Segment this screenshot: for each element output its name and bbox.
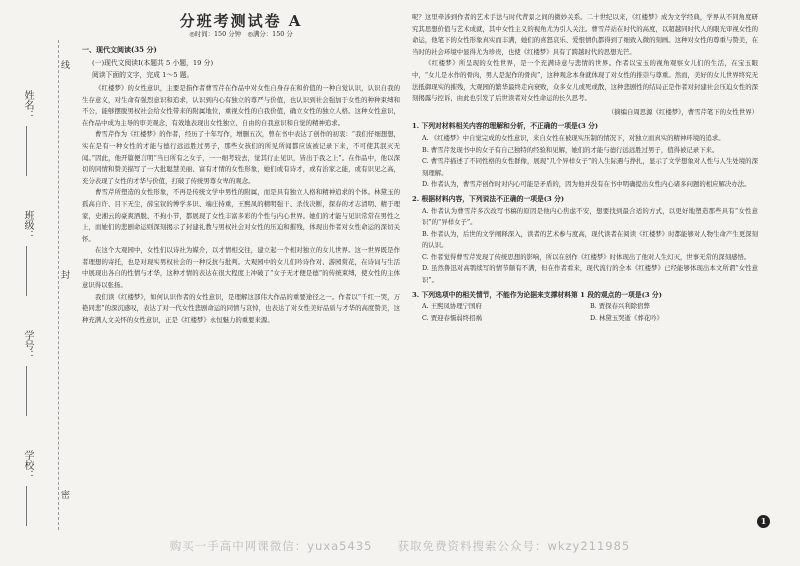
reading-instruction: 阅读下面的文字，完成 1～5 题。 [92, 71, 194, 80]
name-line [26, 126, 27, 176]
seal-mark-secret: 密 [59, 490, 69, 499]
watermark-footer: 购买一手高中网课微信：yuxa5435 获取免费资料搜索公众号：wkzy211985 [169, 539, 631, 553]
student-id-line [26, 366, 27, 416]
class-line [26, 246, 27, 296]
passage-paragraph: 曹雪芹作为《红楼梦》的作者，经历了十年写作，增删五次，曾在书中表达了创作的初衷：“我们仔细想想，实在是有一种女性的才能与德行远远胜过男子，那些女孩们的所见所闻都应该被记录下来，不可使其泯灭无闻。”因此，他开篇便言明“当日所有之女子，一一细考较去，觉其行止见识，皆出于我之上”。在作品中，他以深切的同情和赞美描写了一大批聪慧美丽、富有才情的女性形象，她们或有诗才，或有治家之能，或有识见之高，充分表现了女性的才华与价值，打破了传统男尊女卑的观念。 [82, 130, 400, 185]
passage-source: （摘编自周思源《红楼梦》，曹雪芹笔下的女性世界） [607, 107, 758, 116]
question-option: A. 《红楼梦》中自觉完成的女性意识，来自女性在被现实压制的情况下，对独立而真实的精神环境的追求。 [422, 133, 725, 142]
passage-paragraph: 《红楼梦》所呈现的女性世界，是一个充满诗意与悲情的世界。作者以宝玉的视角观察女儿们的生活，在宝玉眼中，“女儿是水作的骨肉，男人是泥作的骨肉”，这种观念本身就体现了对女性的推崇与尊重。然而，美好的女儿世界终究无法抵御现实的摧残，大观园的繁华最终走向衰败，众多女儿或死或散，这种悲剧性的结局正是作者对封建社会压迫女性的深刻揭露与控诉，由此也引发了后世读者对女性命运的长久思考。 [412, 59, 758, 103]
question-options-row [422, 301, 758, 313]
question-option: A. 王熙凤协理宁国府 [422, 302, 482, 311]
binding-dashed-line [58, 40, 59, 530]
question-stem: 3. 下列选项中的相关情节，不能作为论据来支撑材料第 1 段的观点的一项是(3 分) [412, 290, 662, 299]
question-option: B. 作者认为，后世的文学阐释深入，读者的艺术参与度高，现代读者在阅读《红楼梦》时都能够对人物生命产生更深刻的认识。 [422, 229, 758, 250]
question-option: B. 曹雪芹发现书中的女子有自己独特的经验和见解，她们的才能与德行远远胜过男子，值得被记录下来。 [422, 145, 719, 154]
question-option: D. 作者认为，曹雪芹创作时对内心可能是矛盾的，因为他并没有在书中明确提出女性内心诸多问题的相应解决办法。 [422, 180, 751, 189]
name-label: 姓名： [22, 90, 33, 120]
passage-paragraph: 我们读《红楼梦》，如何认识作者的女性意识，是理解这部伟大作品的重要途径之一。作者以“千红一哭，万艳同悲”的深沉感叹，表达了对一代女性悲剧命运的同情与哀悼，也表达了对女性美好品质与才华的高度赞美，这种充满人文关怀的女性意识，正是《红楼梦》永恒魅力的重要来源。 [82, 292, 400, 324]
exam-title: 分班考测试卷 A [179, 12, 303, 30]
question-option: A. 作者认为曹雪芹多次改写书稿的原因是他内心焦虑不安，想要找到最合适的方式，以更好地塑造那些具有“女性意识”的“异样女子”。 [422, 206, 758, 227]
student-id-label: 学号： [22, 330, 33, 360]
question-stem: 2. 根据材料内容，下列说法不正确的一项是(3 分) [412, 194, 565, 203]
left-column [82, 12, 400, 326]
question-option: C. 作者觉得曹雪芹发现了传统思想的影响，所以在创作《红楼梦》时体现出了他对人生幻灭，世事无常的深刻感悟。 [422, 252, 751, 261]
page-number-badge: 1 [757, 515, 770, 528]
school-line [26, 486, 27, 526]
seal-mark-line: 线 [59, 60, 69, 69]
seal-mark-seal: 封 [59, 270, 69, 279]
passage-paragraph: 曹雪芹所塑造的女性形象，不再是传统文学中男性的附属，而是具有独立人格和精神追求的个体。林黛玉的孤高自许、目下无尘，薛宝钗的博学多识、端庄持重，王熙凤的精明强干、杀伐决断，探春的才志清明、精于理家，史湘云的豪爽洒脱、不拘小节，都展现了女性丰富多彩的个性与内心世界。她们的才能与见识常常在男性之上，而她们的悲剧命运则深刻揭示了封建礼教与男权社会对女性的压迫和摧残，体现出作者对女性命运的深切关怀。 [82, 188, 400, 243]
question-option: D. 虽然鲁迅对高鹗续写的情节颇有不满，但在作者看来，现代流行的全本《红楼梦》已经能够体现出本文所谓“女性意识”。 [422, 264, 758, 285]
exam-meta: ◎时间：150 分钟 ◎满分：150 分 [189, 29, 293, 38]
question-options-row [422, 313, 758, 325]
subsection-heading: (一)现代文阅读Ⅰ(本题共 5 小题，19 分) [92, 58, 214, 67]
passage-paragraph: 《红楼梦》的女性意识，主要是指作者曹雪芹在作品中对女性自身存在和价值的一种自觉认识，认识自我的生存意义，对生命有强烈意识和追求，认识到内心有独立的尊严与价值，也认识到社会强加于女性的种种束缚和不公，能够摆脱男权社会给女性带来的附属地位，重视女性的自我价值，确立女性的独立人格。这种女性意识，在作品中成为主导的审美观念，有效地表现出女性独立、自由的自我意识和自觉的精神追求。 [82, 83, 400, 127]
question-option: D. 林黛玉哭逝《葬花吟》 [590, 313, 663, 322]
right-column [412, 12, 758, 324]
class-label: 班级： [22, 210, 33, 240]
question-option: C. 曹雪芹描述了不同性格的女性群像，展现“几个异样女子”的人生际遇与挣扎，显示了文学想象对人性与人生处境的深刻理解。 [422, 157, 758, 177]
section-heading: 一、现代文阅读(35 分) [82, 45, 157, 55]
binding-strip [6, 40, 76, 530]
question-stem: 1. 下列对材料相关内容的理解和分析，不正确的一项是(3 分) [412, 122, 599, 131]
question-option: B. 贾探春兴利除宿弊 [590, 302, 650, 311]
school-label: 学校： [22, 450, 33, 480]
passage-paragraph: 呢？这里牵涉到作者的艺术手法与时代背景之间的微妙关系。二十世纪以来，《红楼梦》成为文学经典，学界从不同角度研究其思想价值与艺术成就，其中女性主义的视角尤为引人关注。曹雪芹站在时代的高度，以超越同时代人的眼光审视女性的命运，他笔下的女性形象真实而丰满，她们的喜怒哀乐、爱恨情仇都得到了细致入微的刻画。这种对女性的尊重与赞美，在当时的社会环境中显得尤为珍贵，也使《红楼梦》具有了跨越时代的思想光芒。 [412, 13, 758, 56]
passage-paragraph: 在这个大观园中，女性们以诗社为媒介，以才情相交往，建立起一个相对独立的女儿世界。这一世界既是作者理想的寄托，也是对现实男权社会的一种反抗与批判。大观园中的女儿们吟诗作对、游园赏花，在诗词与生活中展现出各自的性情与才华，这种才情的表达在很大程度上冲破了“女子无才便是德”的传统束缚，使女性的主体意识得以张扬。 [82, 246, 400, 290]
question-option: C. 贾迎春懦弱终招祸 [422, 313, 482, 322]
